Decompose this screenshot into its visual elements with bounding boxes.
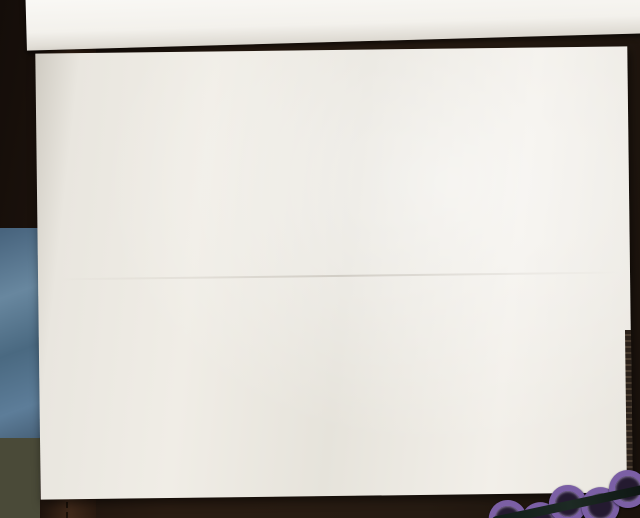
section-appetizers: [53, 55, 616, 280]
menu-page: [35, 46, 632, 499]
previous-page-edge: [25, 0, 640, 51]
tassel-loop: [485, 496, 531, 518]
sections-salad-fried-dessert: [50, 285, 622, 498]
